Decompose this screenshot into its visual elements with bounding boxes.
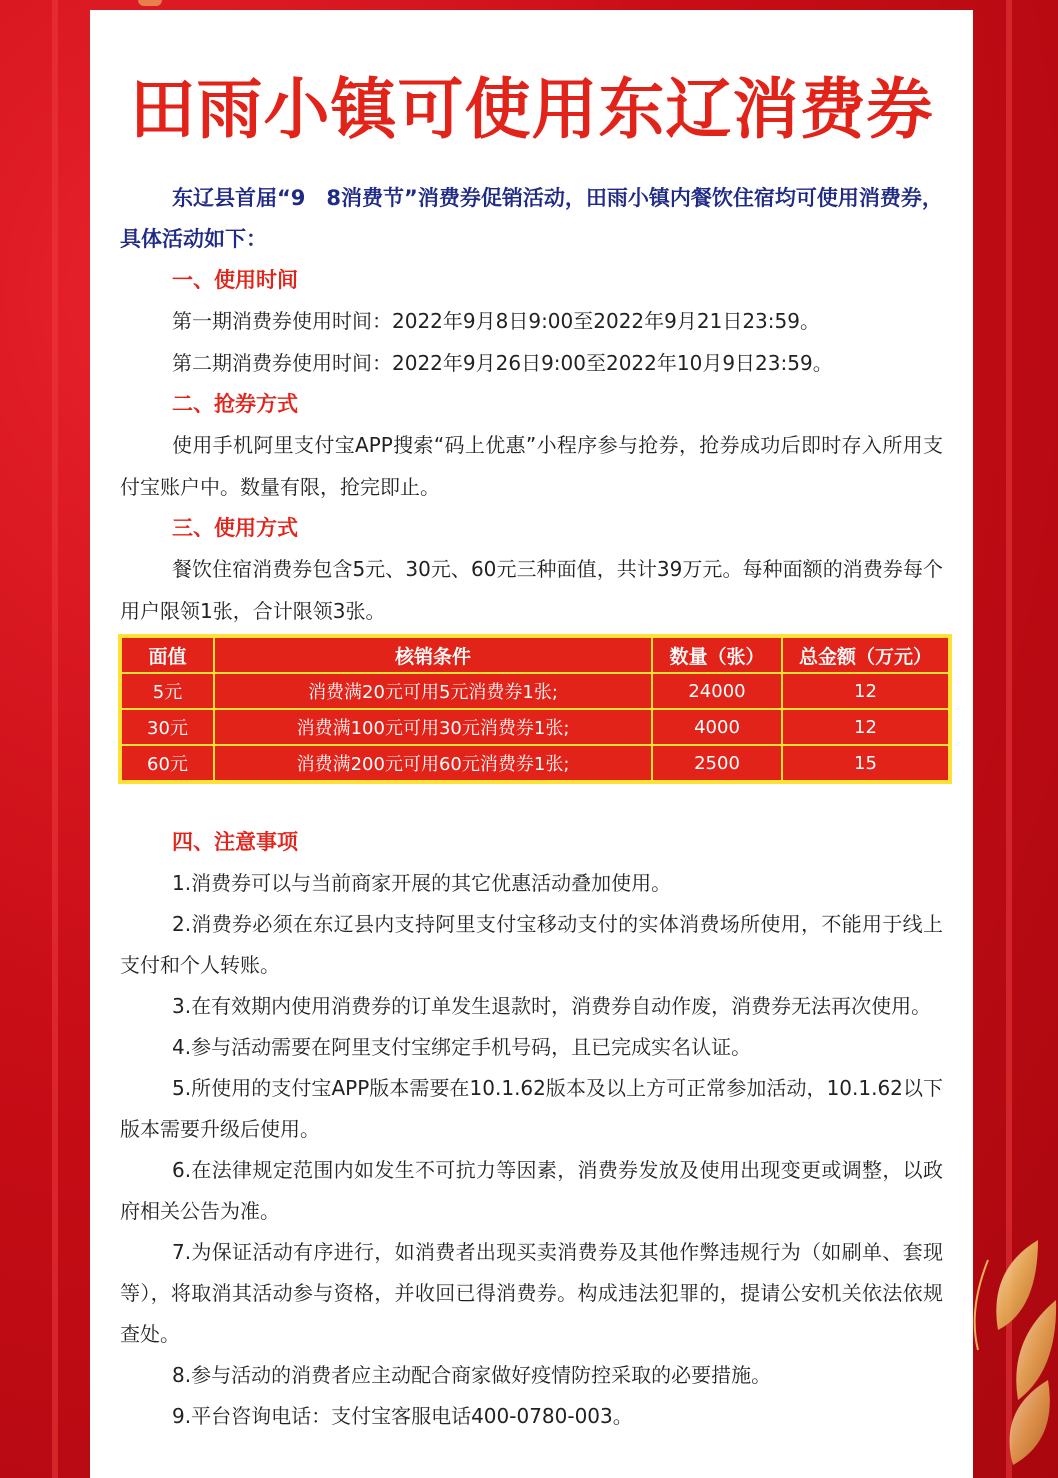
table-cell: 60元: [120, 745, 214, 782]
table-cell: 30元: [120, 709, 214, 745]
voucher-table: [118, 634, 952, 784]
table-cell: 消费满20元可用5元消费券1张;: [214, 673, 652, 709]
table-cell: 12: [782, 709, 950, 745]
table-cell: 12: [782, 673, 950, 709]
note-item-5: 5.所使用的支付宝APP版本需要在10.1.62版本及以上方可正常参加活动，10.1.62以下版本需要升级后使用。: [120, 1076, 943, 1141]
table-header-cell: 数量（张）: [652, 636, 782, 673]
grab-paragraph: 使用手机阿里支付宝APP搜索“码上优惠”小程序参与抢券，抢券成功后即时存入所用支付宝账户中。数量有限，抢完即止。: [120, 433, 943, 499]
note-item-1: 1.消费券可以与当前商家开展的其它优惠活动叠加使用。: [172, 871, 672, 895]
table-cell: 24000: [652, 673, 782, 709]
table-header-cell: 面值: [120, 636, 214, 673]
table-header-cell: 总金额（万元）: [782, 636, 950, 673]
table-cell: 15: [782, 745, 950, 782]
table-cell: 消费满200元可用60元消费券1张;: [214, 745, 652, 782]
corner-glow: [138, 0, 162, 6]
section-heading-notes: 四、注意事项: [172, 830, 298, 854]
table-row: [120, 745, 950, 782]
table-row: [120, 673, 950, 709]
table-cell: 5元: [120, 673, 214, 709]
time-line-2: 第二期消费券使用时间：2022年9月26日9:00至2022年10月9日23:59。: [172, 350, 833, 375]
note-item-3: 3.在有效期内使用消费券的订单发生退款时，消费券自动作废，消费券无法再次使用。: [172, 994, 932, 1018]
use-paragraph: 餐饮住宿消费券包含5元、30元、60元三种面值，共计39万元。每种面额的消费券每个用户限领1张，合计限领3张。: [120, 557, 943, 623]
frame-stripe-left: [52, 0, 58, 1478]
note-item-8: 8.参与活动的消费者应主动配合商家做好疫情防控采取的必要措施。: [172, 1363, 772, 1387]
gold-leaf-decoration-icon: [968, 1230, 1058, 1470]
table-row: [120, 709, 950, 745]
section-heading-use: 三、使用方式: [172, 516, 298, 540]
note-item-9: 9.平台咨询电话：支付宝客服电话400-0780-003。: [172, 1404, 633, 1428]
note-item-7: 7.为保证活动有序进行，如消费者出现买卖消费券及其他作弊违规行为（如刷单、套现等），将取消其活动参与资格，并收回已得消费券。构成违法犯罪的，提请公安机关依法依规查处。: [120, 1240, 943, 1346]
section-heading-time: 一、使用时间: [172, 268, 298, 292]
time-line-1: 第一期消费券使用时间：2022年9月8日9:00至2022年9月21日23:59。: [172, 309, 820, 333]
table-cell: 消费满100元可用30元消费券1张;: [214, 709, 652, 745]
intro-paragraph: 东辽县首届“9 8消费节”消费券促销活动，田雨小镇内餐饮住宿均可使用消费券，具体活动如下：: [120, 186, 943, 251]
table-cell: 2500: [652, 745, 782, 782]
table-cell: 4000: [652, 709, 782, 745]
table-header-row: [120, 636, 950, 673]
notice-content: [120, 178, 943, 1437]
table-header-cell: 核销条件: [214, 636, 652, 673]
section-heading-grab: 二、抢券方式: [172, 392, 298, 416]
note-item-4: 4.参与活动需要在阿里支付宝绑定手机号码，且已完成实名认证。: [172, 1035, 752, 1059]
note-item-2: 2.消费券必须在东辽县内支持阿里支付宝移动支付的实体消费场所使用，不能用于线上支付和个人转账。: [120, 912, 943, 977]
page-title: 田雨小镇可使用东辽消费券: [129, 71, 934, 148]
note-item-6: 6.在法律规定范围内如发生不可抗力等因素，消费券发放及使用出现变更或调整，以政府相关公告为准。: [120, 1158, 943, 1223]
